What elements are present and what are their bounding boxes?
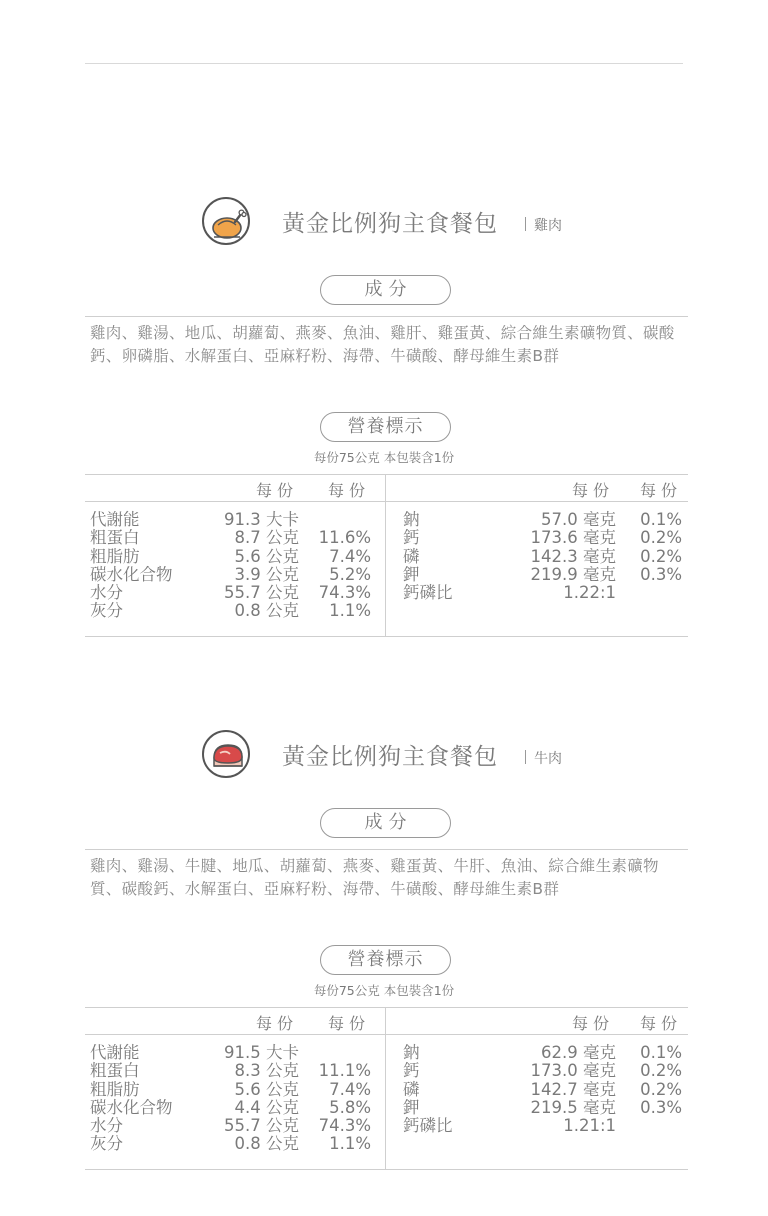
nutrient-pct: 11.1% [318,1061,371,1081]
nutrient-value: 91.3 大卡 [224,510,299,529]
nutrient-name: 鈣磷比 [403,583,453,603]
ingredients-heading: 成分 [320,808,451,838]
nutrient-pct [305,1044,371,1062]
nutrition-table [85,1007,688,1170]
nutrient-values-right [505,1044,616,1135]
table-rule-top [85,474,688,475]
nutrient-name: 粗蛋白 [90,528,140,548]
table-rule-top [85,1007,688,1008]
product-title: 黃金比例狗主食餐包 [282,211,498,237]
nutrient-pct: 7.4% [329,546,371,566]
nutrient-value: 0.8 公克 [234,601,299,621]
serving-info: 每份75公克 本包裝含1份 [313,450,455,465]
nutrient-value: 0.8 公克 [234,1134,299,1154]
nutrient-name: 粗脂肪 [90,546,140,566]
nutrient-pct: 74.3% [318,1116,371,1136]
top-divider [85,63,683,64]
nutrient-pct: 11.6% [318,528,371,548]
ingredients-divider [85,316,688,317]
title-separator [525,217,526,231]
nutrient-names-left [90,511,173,621]
col-header-per-serving: 每份 [256,481,299,500]
nutrient-value: 8.3 公克 [234,1061,299,1081]
nutrient-value: 173.6 毫克 [530,528,616,548]
nutrient-pct: 0.2% [640,528,682,548]
nutrient-name: 碳水化合物 [90,1097,173,1117]
col-header-per-serving-pct: 每份 [328,481,371,500]
table-rule-bottom [85,1169,688,1170]
nutrient-pcts-left [305,511,371,621]
nutrient-value: 3.9 公克 [234,564,299,584]
table-column-divider [385,474,386,637]
nutrient-name: 代謝能 [90,1043,140,1062]
nutrient-pct: 5.2% [329,564,371,584]
nutrient-pct: 1.1% [329,601,371,621]
nutrient-name: 碳水化合物 [90,564,173,584]
col-header-per-serving: 每份 [572,1014,615,1033]
nutrient-pcts-right [625,1044,682,1135]
nutrient-name: 鈣 [403,528,420,548]
nutrient-names-right [403,1044,453,1135]
nutrient-pct: 7.4% [329,1079,371,1099]
nutrient-value: 5.6 公克 [234,1079,299,1099]
nutrient-name: 水分 [90,583,123,603]
nutrient-value: 219.9 毫克 [530,564,616,584]
serving-info: 每份75公克 本包裝含1份 [313,983,455,998]
nutrient-pct [625,584,682,602]
table-rule-bottom [85,636,688,637]
table-column-divider [385,1007,386,1170]
col-header-per-serving: 每份 [256,1014,299,1033]
steak-icon [202,730,250,778]
nutrient-name: 灰分 [90,1134,123,1154]
col-header-per-serving: 每份 [572,481,615,500]
nutrient-values-right [505,511,616,602]
nutrient-name: 粗脂肪 [90,1079,140,1099]
nutrient-pct [305,511,371,529]
nutrition-heading: 營養標示 [320,945,451,975]
nutrient-pcts-right [625,511,682,602]
table-rule-header [85,501,688,502]
nutrient-value: 1.21:1 [563,1116,616,1136]
nutrition-heading: 營養標示 [320,412,451,442]
nutrient-pct: 1.1% [329,1134,371,1154]
col-header-per-serving-pct: 每份 [640,1014,683,1033]
nutrient-pct: 5.8% [329,1097,371,1117]
nutrient-value: 219.5 毫克 [530,1097,616,1117]
nutrient-value: 1.22:1 [563,583,616,603]
nutrient-name: 磷 [403,1079,420,1099]
nutrient-value: 57.0 毫克 [541,510,616,529]
nutrient-value: 142.3 毫克 [530,546,616,566]
nutrient-names-left [90,1044,173,1154]
nutrient-value: 4.4 公克 [234,1097,299,1117]
ingredients-heading: 成分 [320,275,451,305]
nutrient-name: 鉀 [403,564,420,584]
nutrient-pct: 0.3% [640,1097,682,1117]
ingredients-list: 雞肉、雞湯、牛腱、地瓜、胡蘿蔔、燕麥、雞蛋黃、牛肝、魚油、綜合維生素礦物質、碳酸鈣、水解蛋白、亞麻籽粉、海帶、牛磺酸、酵母維生素B群 [90,857,659,898]
product-flavor: 牛肉 [534,751,562,767]
nutrient-pct: 0.2% [640,546,682,566]
nutrient-name: 鈣磷比 [403,1116,453,1136]
nutrient-value: 173.0 毫克 [530,1061,616,1081]
nutrient-name: 鉀 [403,1097,420,1117]
nutrient-value: 62.9 毫克 [541,1043,616,1062]
nutrient-name: 代謝能 [90,510,140,529]
nutrient-name: 水分 [90,1116,123,1136]
nutrient-name: 灰分 [90,601,123,621]
nutrient-values-left [210,511,299,621]
nutrient-value: 55.7 公克 [224,583,299,603]
nutrition-table [85,474,688,637]
nutrient-name: 鈉 [403,510,420,529]
nutrient-value: 91.5 大卡 [224,1043,299,1062]
nutrient-names-right [403,511,453,602]
nutrient-pct: 0.2% [640,1079,682,1099]
nutrient-name: 鈣 [403,1061,420,1081]
product-title: 黃金比例狗主食餐包 [282,744,498,770]
nutrient-value: 5.6 公克 [234,546,299,566]
nutrient-pct: 74.3% [318,583,371,603]
nutrient-pct: 0.2% [640,1061,682,1081]
product-flavor: 雞肉 [534,218,562,234]
ingredients-divider [85,849,688,850]
nutrient-value: 55.7 公克 [224,1116,299,1136]
roast-chicken-icon [202,197,250,245]
col-header-per-serving-pct: 每份 [328,1014,371,1033]
nutrient-value: 142.7 毫克 [530,1079,616,1099]
nutrient-name: 粗蛋白 [90,1061,140,1081]
nutrient-values-left [210,1044,299,1154]
ingredients-list: 雞肉、雞湯、地瓜、胡蘿蔔、燕麥、魚油、雞肝、雞蛋黃、綜合維生素礦物質、碳酸鈣、卵磷脂、水解蛋白、亞麻籽粉、海帶、牛磺酸、酵母維生素B群 [90,324,675,365]
nutrient-pct: 0.1% [640,1043,682,1062]
nutrient-pcts-left [305,1044,371,1154]
nutrient-value: 8.7 公克 [234,528,299,548]
title-separator [525,750,526,764]
nutrient-pct [625,1117,682,1135]
nutrient-pct: 0.1% [640,510,682,529]
table-rule-header [85,1034,688,1035]
nutrient-name: 鈉 [403,1043,420,1062]
nutrient-name: 磷 [403,546,420,566]
nutrient-pct: 0.3% [640,564,682,584]
col-header-per-serving-pct: 每份 [640,481,683,500]
